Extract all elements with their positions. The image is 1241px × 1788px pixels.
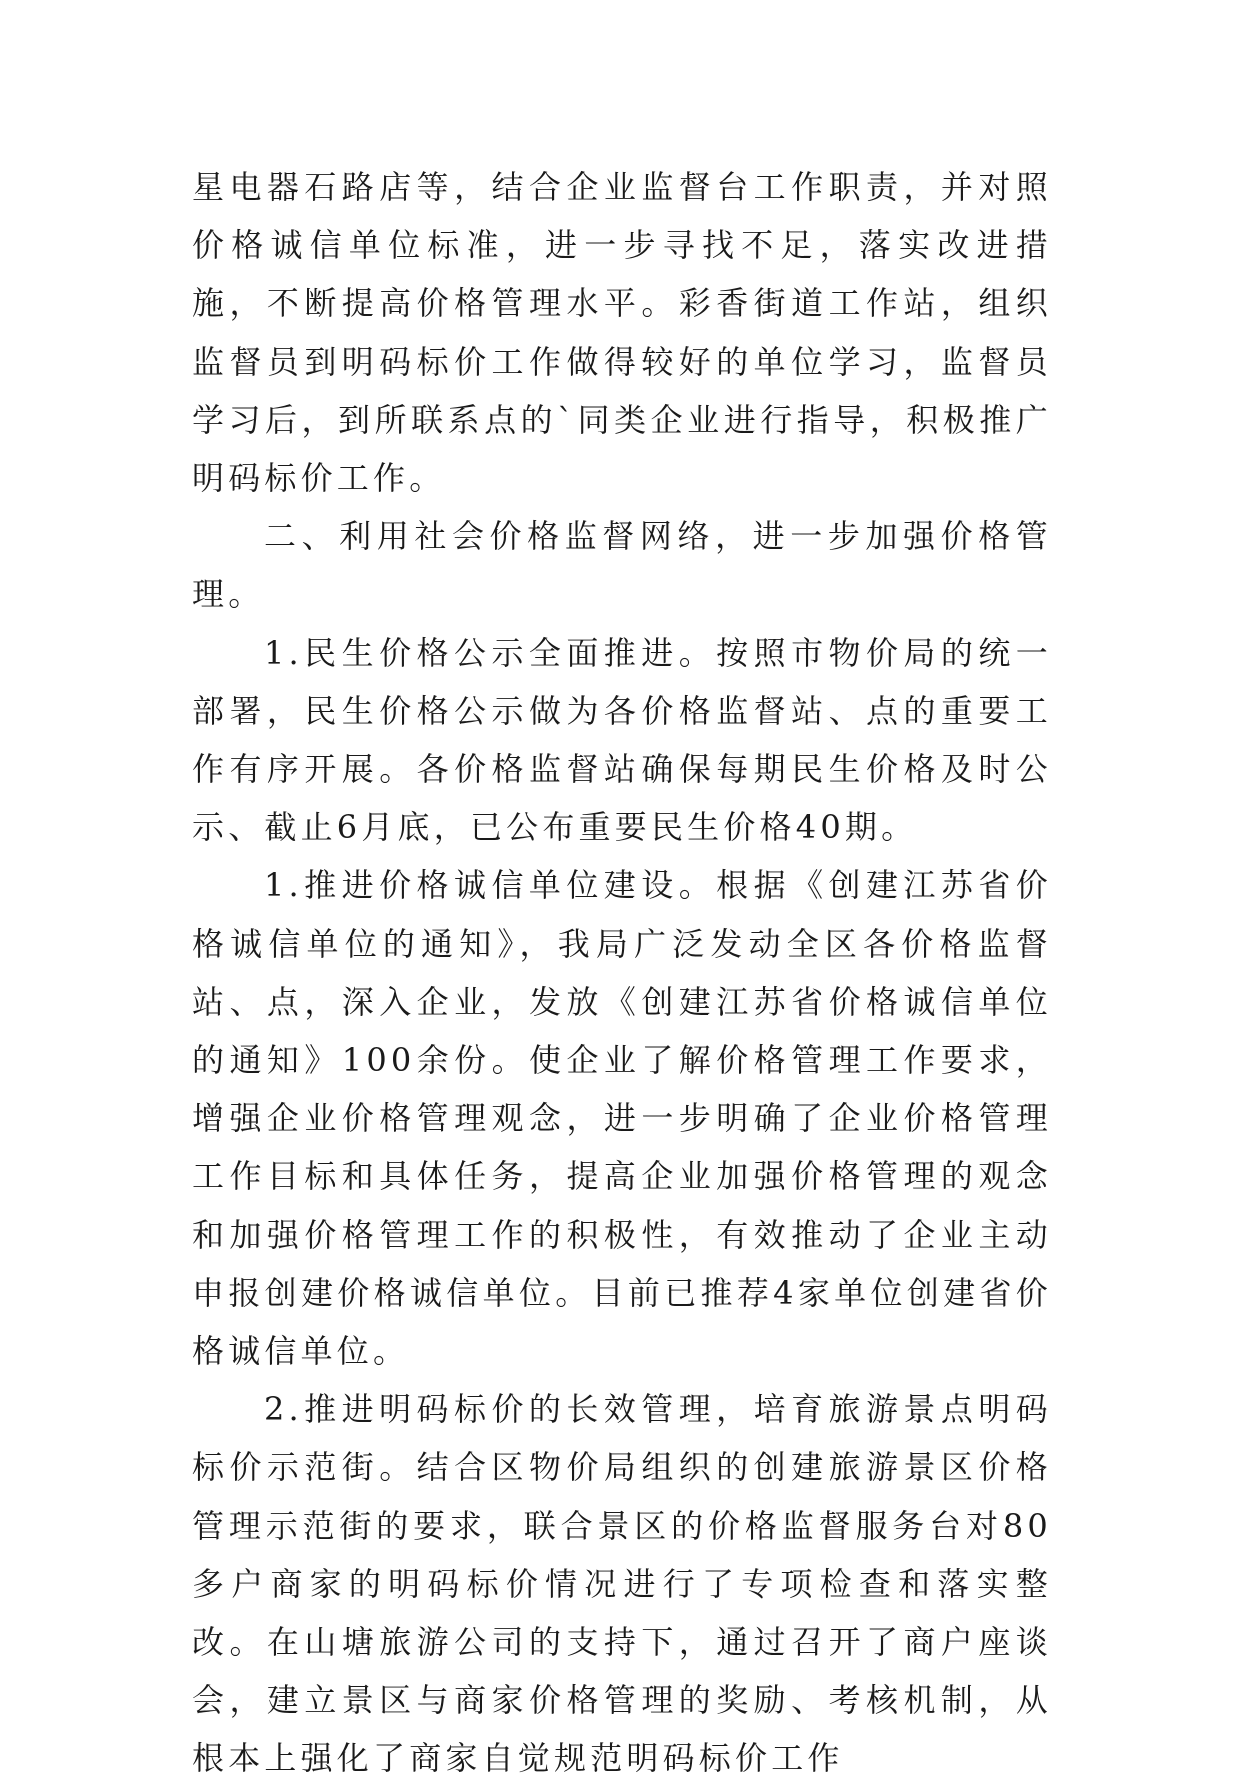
paragraph-item: 1.民生价格公示全面推进。按照市物价局的统一部署，民生价格公示做为各价格监督站、点的重要工作有序开展。各价格监督站确保每期民生价格及时公示、截止6月底，已公布重要民生价格40期。 bbox=[192, 633, 1052, 847]
paragraph-item: 1.推进价格诚信单位建设。根据《创建江苏省价格诚信单位的通知》，我局广泛发动全区各价格监督站、点，深入企业，发放《创建江苏省价格诚信单位的通知》100余份。使企业了解价格管理工作要求，增强企业价格管理观念，进一步明确了企业价格管理工作目标和具体任务，提高企业加强价格管理的观念和加强价格管理工作的积极性，有效推动了企业主动申报创建价格诚信单位。目前已推荐4家单位创建省价格诚信单位。 bbox=[192, 866, 1052, 1371]
section-heading: 二、利用社会价格监督网络，进一步加强价格管理。 bbox=[192, 517, 1052, 614]
body-text bbox=[192, 158, 1052, 1788]
paragraph-continuation: 星电器石路店等，结合企业监督台工作职责，并对照价格诚信单位标准，进一步寻找不足，落实改进措施，不断提高价格管理水平。彩香街道工作站，组织监督员到明码标价工作做得较好的单位学习，监督员学习后，到所联系点的`同类企业进行指导，积极推广明码标价工作。 bbox=[192, 168, 1052, 498]
paragraph-item: 2.推进明码标价的长效管理，培育旅游景点明码标价示范街。结合区物价局组织的创建旅游景区价格管理示范街的要求，联合景区的价格监督服务台对80多户商家的明码标价情况进行了专项检查和落实整改。在山塘旅游公司的支持下，通过召开了商户座谈会，建立景区与商家价格管理的奖励、考核机制，从根本上强化了商家自觉规范明码标价工作 bbox=[192, 1390, 1052, 1778]
